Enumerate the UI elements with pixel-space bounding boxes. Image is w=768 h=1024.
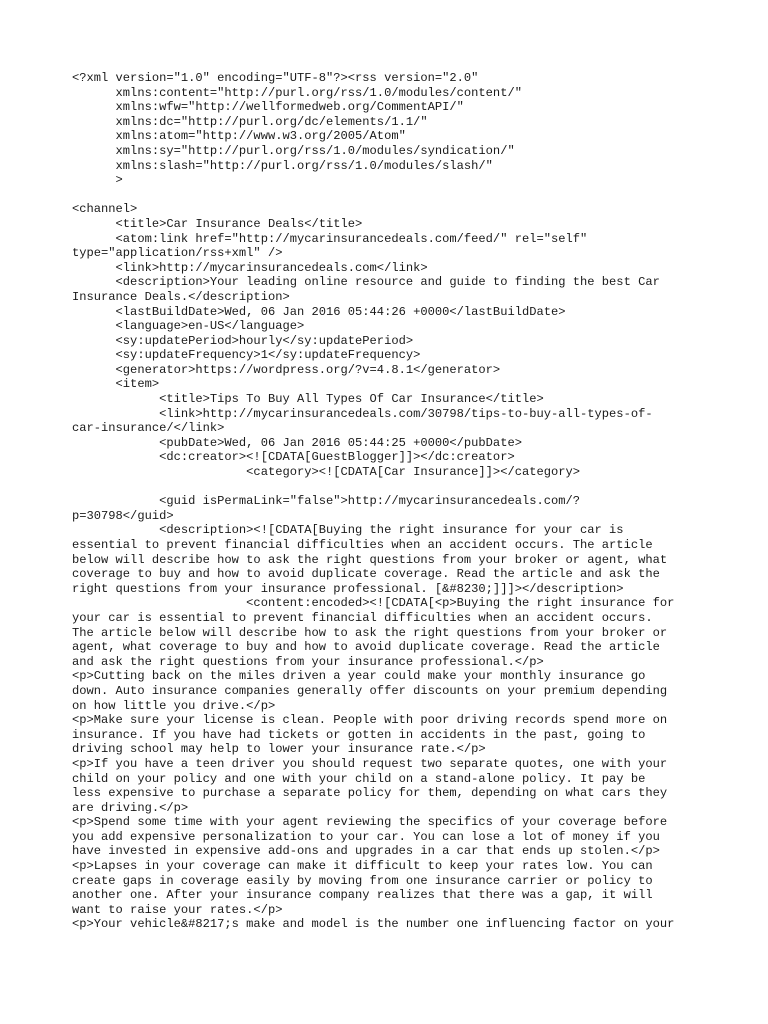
document-line: <sy:updateFrequency>1</sy:updateFrequency>: [72, 348, 421, 363]
document-line: <generator>https://wordpress.org/?v=4.8.1</generator>: [72, 362, 501, 377]
document-line: <channel>: [72, 202, 138, 217]
document-line: have invested in expensive add-ons and upgrades in a car that ends up stolen.</p>: [72, 844, 660, 859]
document-line: xmlns:wfw="http://wellformedweb.org/CommentAPI/": [72, 100, 464, 115]
document-line: below will describe how to ask the right questions from your broker or agent, what: [72, 552, 668, 567]
document-line: are driving.</p>: [72, 800, 189, 815]
document-line: <description><![CDATA[Buying the right insurance for your car is: [72, 523, 624, 538]
document-line: car-insurance/</link>: [72, 421, 225, 436]
document-line: driving school may help to lower your insurance rate.</p>: [72, 742, 486, 757]
xml-document-text: [72, 71, 712, 932]
document-line: down. Auto insurance companies generally offer discounts on your premium depending: [72, 683, 668, 698]
document-line: <title>Tips To Buy All Types Of Car Insurance</title>: [72, 392, 544, 407]
document-line: xmlns:content="http://purl.org/rss/1.0/modules/content/": [72, 85, 522, 100]
document-line: another one. After your insurance company realizes that there was a gap, it will: [72, 888, 653, 903]
document-line: <p>Spend some time with your agent reviewing the specifics of your coverage before: [72, 815, 668, 830]
document-line: xmlns:dc="http://purl.org/dc/elements/1.1/": [72, 114, 428, 129]
document-line: <title>Car Insurance Deals</title>: [72, 216, 363, 231]
document-line: you add expensive personalization to your car. You can lose a lot of money if you: [72, 829, 660, 844]
document-line: insurance. If you have had tickets or gotten in accidents in the past, going to: [72, 727, 646, 742]
document-line: <lastBuildDate>Wed, 06 Jan 2016 05:44:26 +0000</lastBuildDate>: [72, 304, 566, 319]
document-line: <description>Your leading online resource and guide to finding the best Car: [72, 275, 660, 290]
document-line: <link>http://mycarinsurancedeals.com/30798/tips-to-buy-all-types-of-: [72, 406, 653, 421]
document-line: coverage to buy and how to avoid duplicate coverage. Read the article and ask the: [72, 567, 660, 582]
document-line: and ask the right questions from your insurance professional.</p>: [72, 654, 544, 669]
document-line: <p>Your vehicle&#8217;s make and model is the number one influencing factor on your: [72, 917, 675, 932]
document-line: create gaps in coverage easily by moving from one insurance carrier or policy to: [72, 873, 653, 888]
document-line: on how little you drive.</p>: [72, 698, 276, 713]
document-line: <link>http://mycarinsurancedeals.com</link>: [72, 260, 428, 275]
document-line: want to raise your rates.</p>: [72, 902, 283, 917]
document-line: <sy:updatePeriod>hourly</sy:updatePeriod>: [72, 333, 414, 348]
document-line: essential to prevent financial difficulties when an accident occurs. The article: [72, 538, 653, 552]
document-line: <atom:link href="http://mycarinsurancedeals.com/feed/" rel="self": [72, 231, 588, 246]
document-line: <guid isPermaLink="false">http://mycarinsurancedeals.com/?: [72, 494, 581, 509]
document-line: <pubDate>Wed, 06 Jan 2016 05:44:25 +0000</pubDate>: [72, 435, 522, 450]
document-line: child on your policy and one with your child on a stand-alone policy. It pay be: [72, 771, 646, 786]
document-line: p=30798</guid>: [72, 508, 174, 523]
document-line: xmlns:atom="http://www.w3.org/2005/Atom": [72, 129, 406, 144]
document-line: <dc:creator><![CDATA[GuestBlogger]]></dc:creator>: [72, 450, 515, 465]
document-line: <?xml version="1.0" encoding="UTF-8"?><rss version="2.0": [72, 71, 479, 85]
document-line: >: [72, 173, 123, 188]
document-line: xmlns:sy="http://purl.org/rss/1.0/modules/syndication/": [72, 143, 515, 158]
document-line: agent, what coverage to buy and how to avoid duplicate coverage. Read the article: [72, 640, 660, 655]
document-line: <p>Make sure your license is clean. People with poor driving records spend more on: [72, 713, 668, 728]
document-line: right questions from your insurance professional. [&#8230;]]]></description>: [72, 581, 624, 596]
document-line: <content:encoded><![CDATA[<p>Buying the right insurance for: [72, 596, 675, 611]
document-line: The article below will describe how to ask the right questions from your broker or: [72, 625, 668, 640]
document-line: less expensive to purchase a separate policy for them, depending on what cars they: [72, 786, 668, 801]
document-line: your car is essential to prevent financial difficulties when an accident occurs.: [72, 610, 653, 625]
document-line: <category><![CDATA[Car Insurance]]></category>: [72, 465, 581, 480]
document-line: <p>Lapses in your coverage can make it difficult to keep your rates low. You can: [72, 859, 653, 874]
document-line: xmlns:slash="http://purl.org/rss/1.0/modules/slash/": [72, 158, 493, 173]
document-line: <item>: [72, 377, 160, 392]
document-line: <language>en-US</language>: [72, 319, 305, 334]
document-line: [72, 480, 712, 495]
document-line: Insurance Deals.</description>: [72, 289, 290, 304]
document-line: <p>Cutting back on the miles driven a year could make your monthly insurance go: [72, 669, 646, 684]
document-line: <p>If you have a teen driver you should request two separate quotes, one with your: [72, 756, 668, 771]
document-line: type="application/rss+xml" />: [72, 246, 283, 261]
document-line: [72, 188, 712, 203]
